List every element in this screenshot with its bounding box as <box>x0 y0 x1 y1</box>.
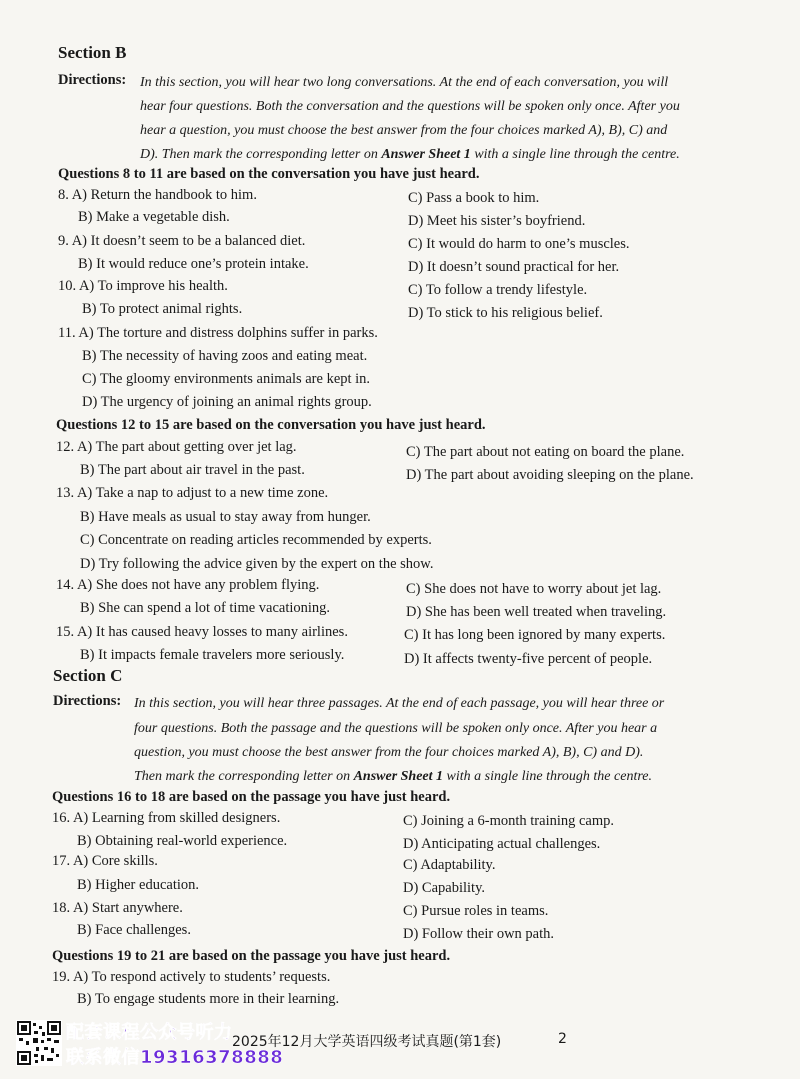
q11-option-d: D) The urgency of joining an animal rights group. <box>82 394 372 410</box>
q8-option-c: C) Pass a book to him. <box>408 190 540 206</box>
q12-option-b: B) The part about air travel in the past. <box>80 462 305 478</box>
q13-option-c: C) Concentrate on reading articles recommended by experts. <box>80 532 432 548</box>
q10-option-d: D) To stick to his religious belief. <box>408 305 603 321</box>
questions-16-18-heading: Questions 16 to 18 are based on the passage you have just heard. <box>52 789 451 805</box>
q17-option-c: C) Adaptability. <box>403 857 496 873</box>
q16-option-a: 16. A) Learning from skilled designers. <box>52 810 281 826</box>
q13-option-d: D) Try following the advice given by the expert on the show. <box>80 556 434 572</box>
q16-option-d: D) Anticipating actual challenges. <box>403 836 601 852</box>
questions-19-21-heading: Questions 19 to 21 are based on the passage you have just heard. <box>52 948 451 964</box>
q12-option-d: D) The part about avoiding sleeping on the plane. <box>406 467 694 483</box>
q17-option-a: 17. A) Core skills. <box>52 853 158 869</box>
questions-12-15-heading: Questions 12 to 15 are based on the conversation you have just heard. <box>56 417 486 433</box>
answer-sheet-label: Answer Sheet 1 <box>381 147 471 162</box>
footer-exam-title: 2025年12月大学英语四级考试真题(第1套) <box>232 1034 502 1050</box>
section-c-directions-label: Directions: <box>53 693 122 709</box>
q18-option-b: B) Face challenges. <box>77 922 191 938</box>
q9-option-d: D) It doesn’t sound practical for her. <box>408 259 620 275</box>
q16-option-b: B) Obtaining real-world experience. <box>77 833 288 849</box>
q18-option-d: D) Follow their own path. <box>403 926 555 942</box>
promo-line-1: 配套课程公众号听力 <box>66 1022 233 1043</box>
q8-option-d: D) Meet his sister’s boyfriend. <box>408 213 586 229</box>
q17-option-b: B) Higher education. <box>77 877 200 893</box>
q9-option-a: 9. A) It doesn’t seem to be a balanced diet. <box>58 233 306 249</box>
section-c-directions-line: question, you must choose the best answer from the four choices marked A), B), C) and D). <box>134 745 644 760</box>
q14-option-b: B) She can spend a lot of time vacationing. <box>80 600 331 616</box>
q13-option-a: 13. A) Take a nap to adjust to a new time zone. <box>56 485 329 501</box>
qr-code-icon <box>16 1020 62 1066</box>
q15-option-d: D) It affects twenty-five percent of people. <box>404 651 653 667</box>
q15-option-c: C) It has long been ignored by many experts. <box>404 627 666 643</box>
q8-option-b: B) Make a vegetable dish. <box>78 209 230 225</box>
q12-option-a: 12. A) The part about getting over jet lag. <box>56 439 297 455</box>
q12-option-c: C) The part about not eating on board the plane. <box>406 444 685 460</box>
section-b-directions-line: hear four questions. Both the conversation and the questions will be spoken only once. After you <box>140 99 680 114</box>
section-c-directions-line: four questions. Both the passage and the questions will be spoken only once. After you hear a <box>134 721 658 736</box>
section-c-title: Section C <box>53 666 123 685</box>
q15-option-b: B) It impacts female travelers more seriously. <box>80 647 345 663</box>
page-number: 2 <box>558 1031 567 1047</box>
q14-option-a: 14. A) She does not have any problem flying. <box>56 577 320 593</box>
q16-option-c: C) Joining a 6-month training camp. <box>403 813 615 829</box>
promo-line-2: 联系微信19316378888 <box>66 1047 284 1068</box>
questions-8-11-heading: Questions 8 to 11 are based on the conversation you have just heard. <box>58 166 480 182</box>
q10-option-b: B) To protect animal rights. <box>82 301 243 317</box>
q18-option-c: C) Pursue roles in teams. <box>403 903 549 919</box>
q14-option-d: D) She has been well treated when traveling. <box>406 604 667 620</box>
q11-option-b: B) The necessity of having zoos and eating meat. <box>82 348 368 364</box>
section-b-directions-label: Directions: <box>58 72 127 88</box>
section-b-directions-line: D). Then mark the corresponding letter on Answer Sheet 1 with a single line through the centre. <box>140 147 680 162</box>
section-c-directions-line: In this section, you will hear three passages. At the end of each passage, you will hear three or <box>134 696 665 711</box>
q19-option-a: 19. A) To respond actively to students’ requests. <box>52 969 331 985</box>
section-b-directions-line: In this section, you will hear two long conversations. At the end of each conversation, you will <box>140 75 669 90</box>
q9-option-c: C) It would do harm to one’s muscles. <box>408 236 630 252</box>
section-c-directions-line: Then mark the corresponding letter on Answer Sheet 1 with a single line through the centre. <box>134 769 652 784</box>
answer-sheet-label: Answer Sheet 1 <box>353 769 444 784</box>
q11-option-c: C) The gloomy environments animals are kept in. <box>82 371 371 387</box>
section-b-title: Section B <box>58 43 127 62</box>
q19-option-b: B) To engage students more in their learning. <box>77 991 340 1007</box>
q17-option-d: D) Capability. <box>403 880 486 896</box>
q15-option-a: 15. A) It has caused heavy losses to many airlines. <box>56 624 348 640</box>
q10-option-a: 10. A) To improve his health. <box>58 278 228 294</box>
q10-option-c: C) To follow a trendy lifestyle. <box>408 282 588 298</box>
section-b-directions-line: hear a question, you must choose the best answer from the four choices marked A), B), C) and <box>140 123 668 138</box>
q8-option-a: 8. A) Return the handbook to him. <box>58 187 257 203</box>
q11-option-a: 11. A) The torture and distress dolphins suffer in parks. <box>58 325 378 341</box>
q9-option-b: B) It would reduce one’s protein intake. <box>78 256 309 272</box>
q18-option-a: 18. A) Start anywhere. <box>52 900 183 916</box>
q14-option-c: C) She does not have to worry about jet lag. <box>406 581 662 597</box>
q13-option-b: B) Have meals as usual to stay away from hunger. <box>80 509 371 525</box>
